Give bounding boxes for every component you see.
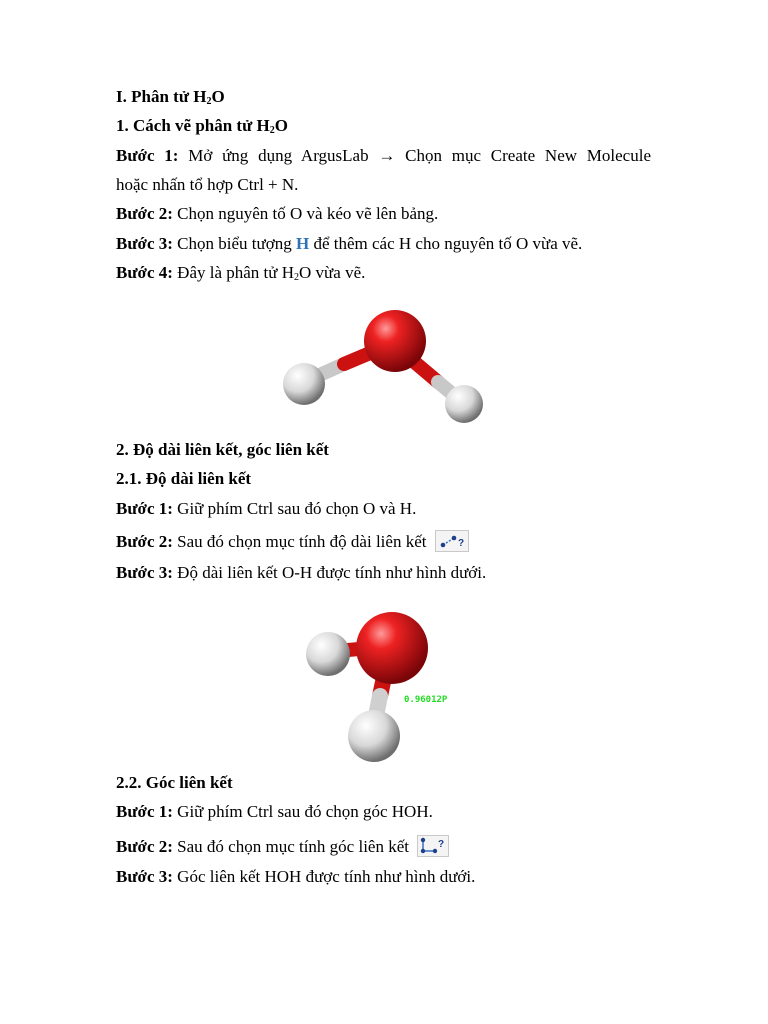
section-title-prefix: I. Phân tử H xyxy=(116,87,207,106)
step-text: Mở ứng dụng ArgusLab → Chọn mục Create New Molecule xyxy=(188,146,651,165)
hydrogen-atom xyxy=(306,632,350,676)
subsection-title-sub: 2 xyxy=(269,125,275,136)
step-text: Sau đó chọn mục tính độ dài liên kết xyxy=(177,532,427,551)
bond-angle-title xyxy=(116,772,233,794)
oxygen-atom xyxy=(356,612,428,684)
add-hydrogen-icon: H xyxy=(295,234,310,253)
bond-length-step-3 xyxy=(116,562,486,584)
bond-length-title-text: 2.1. Độ dài liên kết xyxy=(116,469,252,488)
draw-step-2 xyxy=(116,203,438,225)
section-title-sub: 2 xyxy=(206,96,212,107)
step-label: Bước 4: xyxy=(116,263,173,282)
step-label: Bước 3: xyxy=(116,563,173,582)
step-text: Chọn nguyên tố O và kéo vẽ lên bảng. xyxy=(177,204,439,223)
bond-length-step-2 xyxy=(116,530,469,553)
step-label: Bước 3: xyxy=(116,234,173,253)
oxygen-atom xyxy=(364,310,426,372)
step-label: Bước 2: xyxy=(116,204,173,223)
subsection-title-prefix: 1. Cách vẽ phân tử H xyxy=(116,116,270,135)
draw-step-1 xyxy=(116,145,651,167)
hydrogen-atom xyxy=(283,363,325,405)
bond-angle-step-2 xyxy=(116,835,449,858)
bond-length-measurement: 0.96012P xyxy=(404,695,448,705)
step-label: Bước 1: xyxy=(116,802,173,821)
bond-length-step-1 xyxy=(116,498,416,520)
step-label: Bước 3: xyxy=(116,867,173,886)
section-title xyxy=(116,86,225,108)
bond-angle-title-text: 2.2. Góc liên kết xyxy=(116,773,233,792)
step-label: Bước 1: xyxy=(116,146,179,165)
step-text-before: Đây là phân tử H xyxy=(177,263,295,282)
step-text: Độ dài liên kết O-H được tính như hình dưới. xyxy=(177,563,487,582)
step-text: Giữ phím Ctrl sau đó chọn góc HOH. xyxy=(177,802,433,821)
step-text: Sau đó chọn mục tính góc liên kết xyxy=(177,837,409,856)
step-text: Giữ phím Ctrl sau đó chọn O và H. xyxy=(177,499,417,518)
step-text-after: để thêm các H cho nguyên tố O vừa vẽ. xyxy=(313,234,583,253)
bond-length-figure xyxy=(300,608,460,766)
svg-text:?: ? xyxy=(457,538,464,549)
bond-angle-step-1 xyxy=(116,801,433,823)
bond-length-title xyxy=(116,468,251,490)
bond-length-tool-icon xyxy=(435,530,469,552)
step-label: Bước 1: xyxy=(116,499,173,518)
step-text: Góc liên kết HOH được tính như hình dưới. xyxy=(177,867,476,886)
draw-step-3 xyxy=(116,233,582,255)
step-text-after: O vừa vẽ. xyxy=(299,263,366,282)
water-molecule-figure xyxy=(272,296,496,430)
draw-step-1-continuation xyxy=(116,174,298,196)
svg-text:?: ? xyxy=(438,839,445,850)
step-text-before: Chọn biểu tượng xyxy=(177,234,292,253)
subsection-title-draw xyxy=(116,115,288,137)
section2-title-text: 2. Độ dài liên kết, góc liên kết xyxy=(116,440,329,459)
step-label: Bước 2: xyxy=(116,532,173,551)
step-sub: 2 xyxy=(294,272,300,283)
bond-angle-step-3 xyxy=(116,866,475,888)
hydrogen-atom xyxy=(445,385,483,423)
step-text-continuation: hoặc nhấn tổ hợp Ctrl + N. xyxy=(116,175,299,194)
draw-step-4 xyxy=(116,262,365,284)
subsection-title-suffix: O xyxy=(274,116,289,135)
section-title-suffix: O xyxy=(211,87,225,106)
section2-title xyxy=(116,439,329,461)
step-label: Bước 2: xyxy=(116,837,173,856)
hydrogen-atom xyxy=(348,710,400,762)
bond-angle-tool-icon xyxy=(417,835,449,857)
